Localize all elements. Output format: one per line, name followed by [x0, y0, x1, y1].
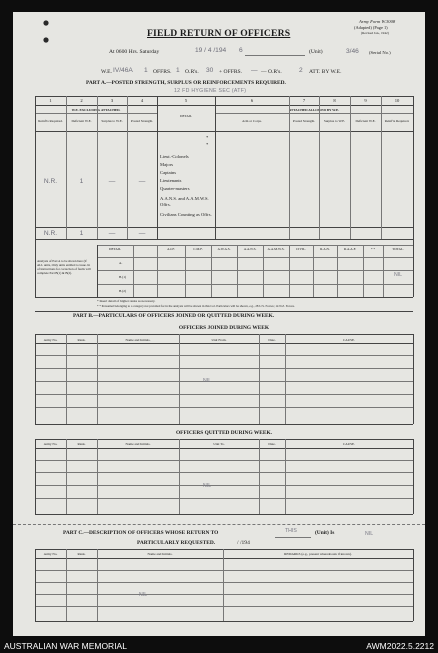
- joined-col-name: Name and Initials.: [125, 338, 151, 342]
- nr-c2: 1: [79, 178, 84, 185]
- joined-col-army-no: Army No.: [43, 338, 58, 342]
- unit-handwritten: 12 FD HYGIENE SEC (ATF): [174, 88, 247, 94]
- total-c1: N.R.: [43, 230, 58, 237]
- grid-aif: A.I.F.: [167, 247, 175, 251]
- total-c3: —: [108, 230, 116, 237]
- footer-left: AUSTRALIAN WAR MEMORIAL: [4, 641, 127, 651]
- part-c-nil-hand: NIL: [365, 531, 374, 537]
- asterisk-mark: *: [206, 142, 209, 147]
- date-handwritten: 19 / 4 /194: [195, 47, 227, 54]
- nr-c4: —: [138, 178, 146, 185]
- footnote-1: * Insert detail of higher ranks as necessary.: [97, 299, 156, 303]
- col-5: 5: [184, 98, 188, 103]
- c-col-army-no: Army No.: [43, 552, 58, 556]
- part-c-line2: PARTICULARLY REQUESTED.: [137, 540, 216, 546]
- col-10: 10: [394, 98, 400, 103]
- part-c-body-nil: NIL: [139, 592, 148, 598]
- grid-aamws: A.A.M.W.S.: [267, 247, 285, 251]
- rank-lieutenants: Lieutenants: [160, 178, 182, 183]
- rank-aans: A.A.N.S. and A.A.M.W.S. Offrs.: [160, 196, 209, 207]
- quitted-col-name: Name and Initials.: [125, 442, 151, 446]
- sub-surplus: Surplus to W.E.: [101, 119, 123, 123]
- grid-cmf: C.M.F.: [193, 247, 203, 251]
- minus-ors-label: — O.R's.: [261, 69, 282, 75]
- grid-row-b2: B.(2): [119, 289, 127, 293]
- serial-label: (Serial No.): [369, 50, 391, 55]
- joined-col-cause: CAUSE.: [343, 338, 355, 342]
- col-4: 4: [140, 98, 144, 103]
- grid-aans: A.A.N.S.: [243, 247, 257, 251]
- quitted-col-unit-to: Unit To.: [213, 442, 225, 446]
- serial-handwritten: 3/46: [346, 48, 359, 55]
- grid-row-a: A.: [119, 261, 123, 265]
- offrs-label: OFFRS.: [153, 69, 172, 75]
- form-id: Army Form W.3008: [359, 19, 396, 24]
- plus-offrs-label: + OFFRS.: [219, 69, 243, 75]
- ors-label: O.R's.: [185, 69, 199, 75]
- joined-nil-hand: NIL: [203, 378, 212, 384]
- attached-allowed: ATTACHED ALLOWED BY W.E.: [288, 108, 340, 112]
- c-col-name: Name and Initials.: [147, 552, 173, 556]
- sub-posted-r: Posted Strength.: [292, 119, 316, 123]
- year-digit: 6: [239, 47, 243, 54]
- part-c-heading: PART C.—DESCRIPTION OF OFFICERS WHOSE RETURN TO: [63, 530, 219, 536]
- c-col-remarks: REMARKS (e.g., present whereabouts if known).: [284, 552, 352, 556]
- col-9: 9: [364, 98, 367, 103]
- grid-raaf: R.A.A.F.: [343, 247, 357, 251]
- grid-row-b1: B.(1): [119, 275, 127, 279]
- grid-total: TOTAL.: [392, 247, 404, 251]
- we-value: IV/46A: [113, 67, 133, 74]
- sub-reinf-r: Reinf'ts Required.: [384, 119, 410, 123]
- quitted-col-army-no: Army No.: [43, 442, 58, 446]
- part-b-heading: PART B.—PARTICULARS OF OFFICERS JOINED OR QUITTED DURING WEEK.: [73, 313, 275, 319]
- nr-c3: —: [108, 178, 116, 185]
- form-adapted: (Adapted) (Page 1): [354, 25, 388, 30]
- footnote-2: * * Personnel belonging to a category not provided for in the analysis will be shown in this Col. Particulars will be shown, e.g., 28 U.S. Forces; 14 N.Z. Forces.: [97, 304, 295, 308]
- detail-head: DETAIL: [180, 114, 192, 118]
- total-c4: —: [138, 230, 146, 237]
- total-c2: 1: [79, 230, 84, 237]
- rank-qm: Quarter-masters: [160, 186, 190, 191]
- col-7: 7: [302, 98, 306, 103]
- footer-right: AWM2022.5.2212: [366, 641, 434, 651]
- rank-captains: Captains: [160, 170, 177, 175]
- col-3: 3: [110, 98, 114, 103]
- we-label: W.E.: [101, 69, 112, 75]
- col-2: 2: [80, 98, 83, 103]
- quitted-col-date: Date.: [268, 442, 276, 446]
- sub-arm-corps: Arm or Corps.: [242, 119, 262, 123]
- att-value: 2: [299, 67, 303, 74]
- att-label: ATT. BY W.E.: [309, 69, 342, 75]
- at-text: At 0600 Hrs. Saturday: [109, 49, 160, 55]
- grid-ran: R.A.N.: [320, 247, 330, 251]
- quitted-nil-hand: NIL: [203, 483, 212, 489]
- form-revised: (Revised Jan., 1942): [361, 31, 389, 35]
- sub-reinf-required: Reinf'ts Required.: [38, 119, 63, 123]
- ors-count-prefix: 1: [176, 67, 180, 74]
- part-c-this-hand: THIS: [285, 528, 297, 534]
- quitted-title: OFFICERS QUITTED DURING WEEK.: [175, 430, 273, 436]
- form-page: [13, 12, 425, 636]
- dash-value: —: [251, 67, 258, 74]
- punch-holes-icon: [41, 18, 51, 48]
- we-excluding-attached: W.E. EXCLUDING ATTACHED.: [71, 108, 121, 112]
- nr-c1: N.R.: [43, 178, 58, 185]
- offrs-value: 1: [144, 67, 148, 74]
- sub-deficient-r: Deficient W.E.: [355, 119, 376, 123]
- part-c-date: / /194: [237, 540, 250, 546]
- joined-col-rank: Rank.: [77, 338, 86, 342]
- col-6: 6: [250, 98, 254, 103]
- col-8: 8: [333, 98, 336, 103]
- joined-col-unit-from: Unit From.: [211, 338, 227, 342]
- rank-lt-col: Lieut.-Colonels: [160, 154, 189, 159]
- grid-other: * *: [370, 247, 376, 251]
- sub-surplus-r: Surplus to W.E.: [323, 119, 346, 123]
- joined-col-date: Date.: [268, 338, 276, 342]
- col-1: 1: [49, 98, 52, 103]
- quitted-col-cause: CAUSE.: [343, 442, 355, 446]
- grid-total-hand: NIL: [393, 272, 403, 278]
- sub-posted: Posted Strength.: [130, 119, 154, 123]
- joined-title: OFFICERS JOINED DURING WEEK: [178, 325, 270, 331]
- quitted-col-rank: Rank.: [77, 442, 86, 446]
- part-c-unit-is: (Unit) Is: [315, 530, 335, 536]
- unit-label: (Unit): [309, 49, 323, 55]
- part-a-heading: PART A.—POSTED STRENGTH, SURPLUS OR REINFORCEMENTS REQUIRED.: [86, 80, 286, 86]
- ors-value: 30: [206, 67, 214, 74]
- rank-civilians: Civilians Counting as Offrs.: [160, 212, 212, 217]
- c-col-rank: Rank.: [77, 552, 86, 556]
- rank-majors: Majors: [160, 162, 174, 167]
- grid-civil: CIVIL.: [296, 247, 306, 251]
- asterisk-mark: *: [206, 135, 209, 140]
- grid-awas: A.W.A.S.: [217, 247, 231, 251]
- form-title: FIELD RETURN OF OFFICERS: [147, 28, 291, 39]
- sub-deficient: Deficient W.E.: [71, 119, 92, 123]
- grid-detail: DETAIL: [109, 247, 121, 251]
- analysis-note: Analysis of Part A to be shown here (if ALL units, Only units entitled to issue. In of instructions for correction of faults will complete Part B(1) & B(2).: [37, 259, 91, 276]
